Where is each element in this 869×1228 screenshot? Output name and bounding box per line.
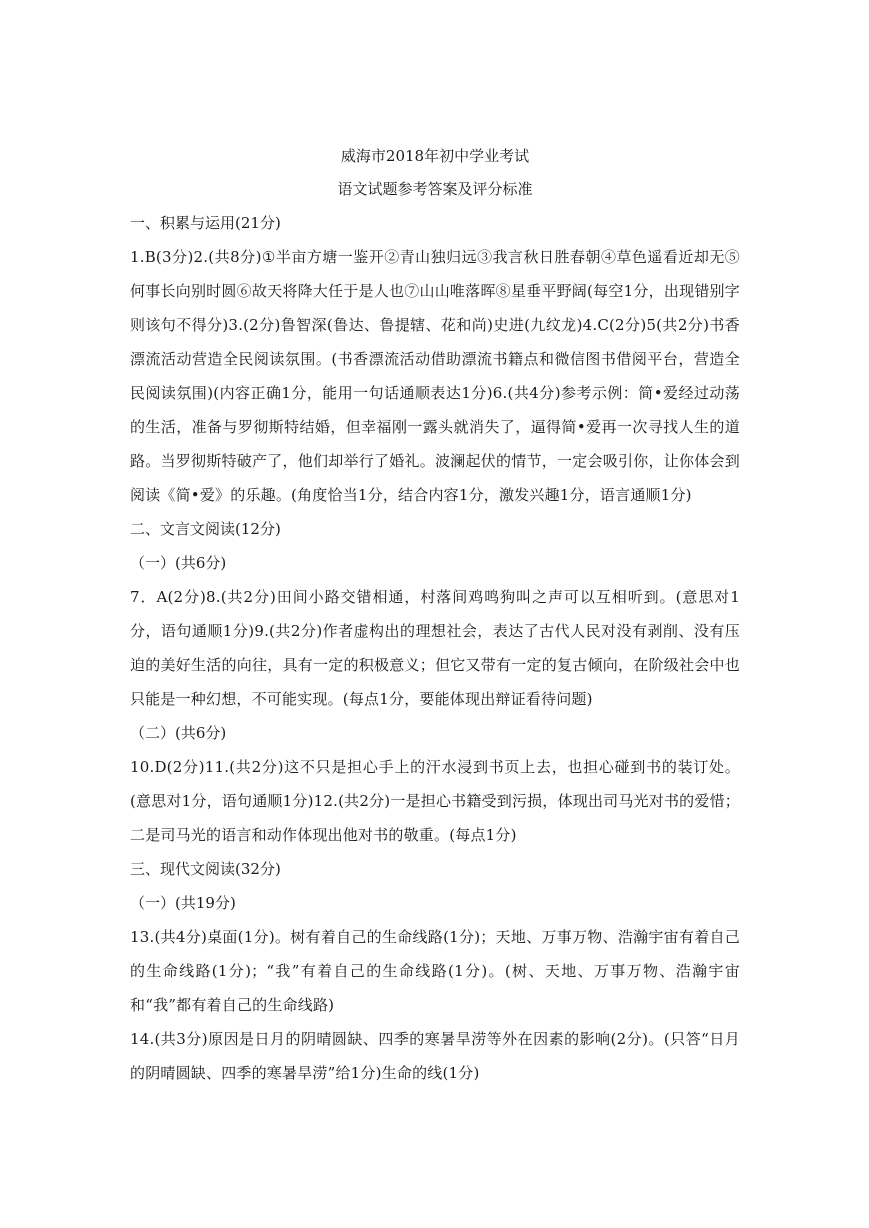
page-subtitle: 语文试题参考答案及评分标准 bbox=[337, 180, 533, 198]
answer-paragraph: 13.(共4分)桌面(1分)。树有着自己的生命线路(1分)；天地、万事万物、浩瀚宇宙有着自己的生命线路(1分)；“我”有着自己的生命线路(1分)。(树、天地、万事万物、浩瀚宇宙和“我”都有着自己的生命线路) bbox=[130, 928, 740, 1014]
section-heading-1: 一、积累与运用(21分) bbox=[130, 214, 281, 232]
page-title: 威海市2018年初中学业考试 bbox=[340, 147, 530, 165]
answer-key-page bbox=[130, 140, 740, 1090]
subsection-label: （一）(共6分) bbox=[130, 554, 227, 572]
subsection-label: （一）(共19分) bbox=[130, 894, 236, 912]
answer-paragraph: 14.(共3分)原因是日月的阴晴圆缺、四季的寒暑旱涝等外在因素的影响(2分)。(只答“日月的阴晴圆缺、四季的寒暑旱涝”给1分)生命的线(1分) bbox=[130, 1030, 740, 1082]
section-heading-2: 二、文言文阅读(12分) bbox=[130, 520, 281, 538]
answer-paragraph: 1.B(3分)2.(共8分)①半亩方塘一鉴开②青山独归远③我言秋日胜春朝④草色遥看近却无⑤何事长向别时圆⑥故天将降大任于是人也⑦山山唯落晖⑧星垂平野阔(每空1分，出现错别字则该句不得分)3.(2分)鲁智深(鲁达、鲁提辖、花和尚)史进(九纹龙)4.C(2分)5(共2分)书香漂流活动营造全民阅读氛围。(书香漂流活动借助漂流书籍点和微信图书借阅平台，营造全民阅读氛围)(内容正确1分，能用一句话通顺表达1分)6.(共4分)参考示例：简•爱经过动荡的生活，准备与罗彻斯特结婚，但幸福刚一露头就消失了，逼得简•爱再一次寻找人生的道路。当罗彻斯特破产了，他们却举行了婚礼。波澜起伏的情节，一定会吸引你，让你体会到阅读《简•爱》的乐趣。(角度恰当1分，结合内容1分，激发兴趣1分，语言通顺1分) bbox=[130, 248, 740, 504]
answer-paragraph: 7．A(2分)8.(共2分)田间小路交错相通，村落间鸡鸣狗叫之声可以互相听到。(意思对1分，语句通顺1分)9.(共2分)作者虚构出的理想社会，表达了古代人民对没有剥削、没有压迫的美好生活的向往，具有一定的积极意义；但它又带有一定的复古倾向，在阶级社会中也只能是一种幻想，不可能实现。(每点1分，要能体现出辩证看待问题) bbox=[130, 588, 740, 708]
subsection-label: （二）(共6分) bbox=[130, 724, 227, 742]
answer-paragraph: 10.D(2分)11.(共2分)这不只是担心手上的汗水浸到书页上去，也担心碰到书的装订处。(意思对1分，语句通顺1分)12.(共2分)一是担心书籍受到污损，体现出司马光对书的爱惜；二是司马光的语言和动作体现出他对书的敬重。(每点1分) bbox=[130, 758, 740, 844]
section-heading-3: 三、现代文阅读(32分) bbox=[130, 860, 281, 878]
